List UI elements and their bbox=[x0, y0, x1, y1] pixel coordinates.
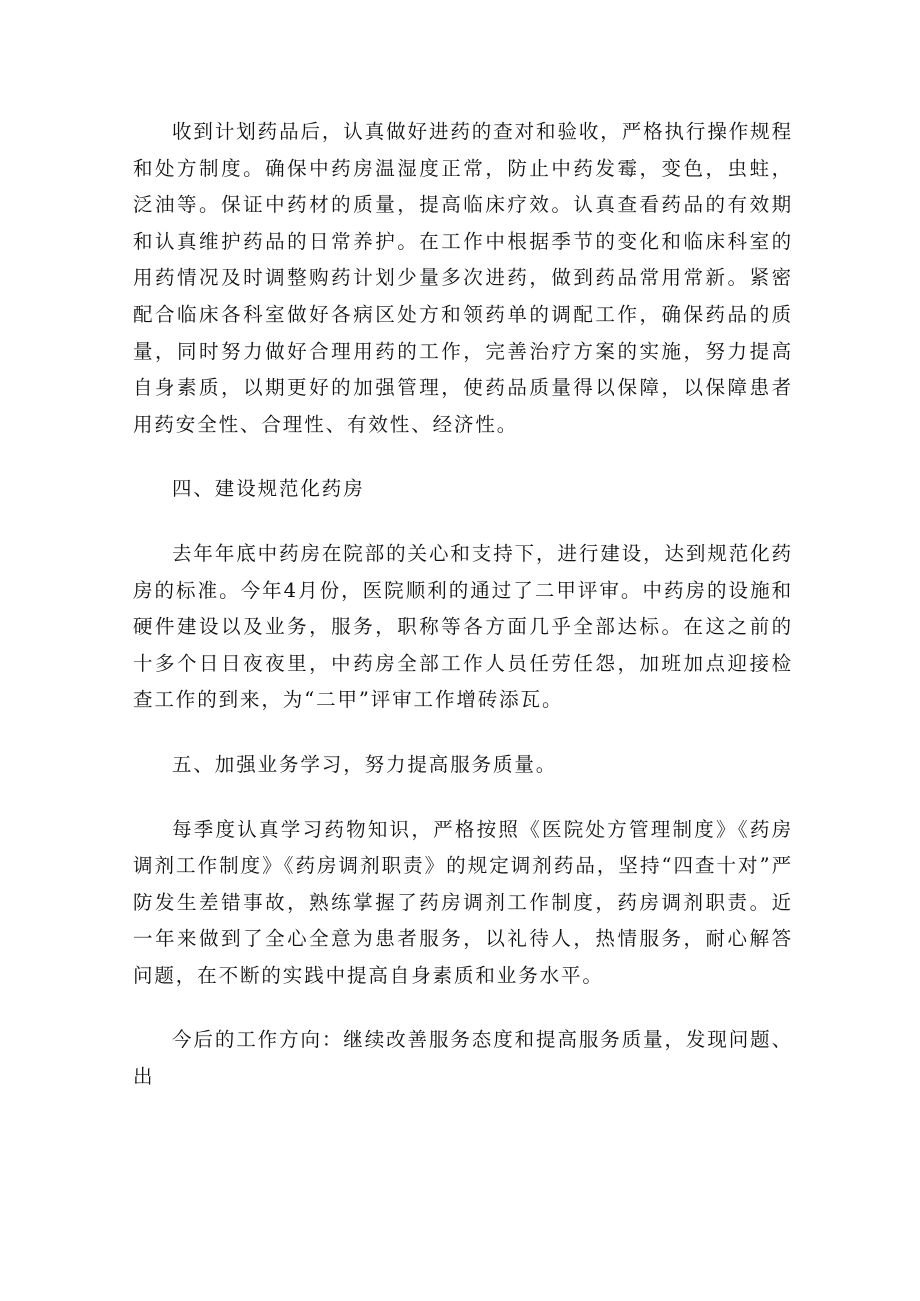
paragraph-drug-acceptance: 收到计划药品后，认真做好进药的查对和验收，严格执行操作规程和处方制度。确保中药房温湿度正常，防止中药发霉，变色，虫蛀，泛油等。保证中药材的质量，提高临床疗效。认真查看药品的有效期和认真维护药品的日常养护。在工作中根据季节的变化和临床科室的用药情况及时调整购药计划少量多次进药，做到药品常用常新。紧密配合临床各科室做好各病区处方和领药单的调配工作，确保药品的质量，同时努力做好合理用药的工作，完善治疗方案的实施，努力提高自身素质，以期更好的加强管理，使药品质量得以保障，以保障患者用药安全性、合理性、有效性、经济性。 bbox=[133, 120, 793, 436]
paragraph-future-direction: 今后的工作方向：继续改善服务态度和提高服务质量，发现问题、出 bbox=[133, 1028, 793, 1089]
paragraph-standardized-pharmacy: 去年年底中药房在院部的关心和支持下，进行建设，达到规范化药房的标准。今年4月份，医院顺利的通过了二甲评审。中药房的设施和硬件建设以及业务，服务，职称等各方面几乎全部达标。在这之前的十多个日日夜夜里，中药房全部工作人员任劳任怨，加班加点迎接检查工作的到来，为“二甲”评审工作增砖添瓦。 bbox=[133, 541, 793, 712]
paragraph-business-study: 每季度认真学习药物知识，严格按照《医院处方管理制度》《药房调剂工作制度》《药房调剂职责》的规定调剂药品，坚持“四查十对”严防发生差错事故，熟练掌握了药房调剂工作制度，药房调剂职责。近一年来做到了全心全意为患者服务，以礼待人，热情服务，耐心解答问题，在不断的实践中提高自身素质和业务水平。 bbox=[133, 817, 793, 987]
document-body bbox=[133, 114, 793, 1096]
section-heading-4: 四、建设规范化药房 bbox=[172, 477, 365, 501]
section-heading-5: 五、加强业务学习，努力提高服务质量。 bbox=[172, 752, 558, 776]
